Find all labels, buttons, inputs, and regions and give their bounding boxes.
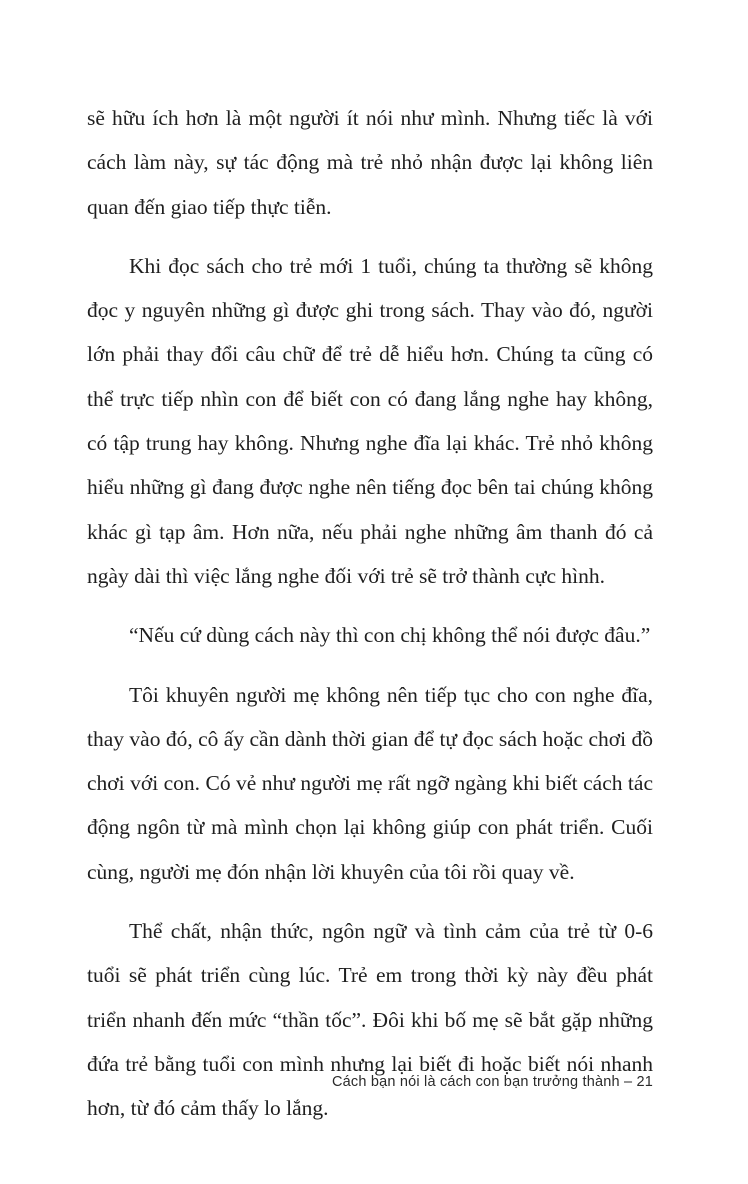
paragraph-continuation: sẽ hữu ích hơn là một người ít nói như mình. Nhưng tiếc là với cách làm này, sự tác động mà trẻ nhỏ nhận được lại không liên quan đến giao tiếp thực tiễn. — [87, 106, 653, 219]
paragraph: Thể chất, nhận thức, ngôn ngữ và tình cảm của trẻ từ 0-6 tuổi sẽ phát triển cùng lúc. Trẻ em trong thời kỳ này đều phát triển nhanh đến mức “thần tốc”. Đôi khi bố mẹ sẽ bắt gặp những đứa trẻ bằng tuổi con mình nhưng lại biết đi hoặc biết nói nhanh hơn, từ đó cảm thấy lo lắng. — [87, 919, 653, 1121]
paragraph-quote: “Nếu cứ dùng cách này thì con chị không thể nói được đâu.” — [129, 623, 651, 648]
running-footer: Cách bạn nói là cách con bạn trưởng thành – 21 — [331, 1074, 653, 1090]
body-text — [87, 96, 653, 1131]
paragraph: Tôi khuyên người mẹ không nên tiếp tục cho con nghe đĩa, thay vào đó, cô ấy cần dành thời gian để tự đọc sách hoặc chơi đồ chơi với con. Có vẻ như người mẹ rất ngỡ ngàng khi biết cách tác động ngôn từ mà mình chọn lại không giúp con phát triển. Cuối cùng, người mẹ đón nhận lời khuyên của tôi rồi quay về. — [87, 682, 653, 884]
paragraph: Khi đọc sách cho trẻ mới 1 tuổi, chúng ta thường sẽ không đọc y nguyên những gì được ghi trong sách. Thay vào đó, người lớn phải thay đổi câu chữ để trẻ dễ hiểu hơn. Chúng ta cũng có thể trực tiếp nhìn con để biết con có đang lắng nghe hay không, có tập trung hay không. Nhưng nghe đĩa lại khác. Trẻ nhỏ không hiểu những gì đang được nghe nên tiếng đọc bên tai chúng không khác gì tạp âm. Hơn nữa, nếu phải nghe những âm thanh đó cả ngày dài thì việc lắng nghe đối với trẻ sẽ trở thành cực hình. — [87, 253, 653, 588]
